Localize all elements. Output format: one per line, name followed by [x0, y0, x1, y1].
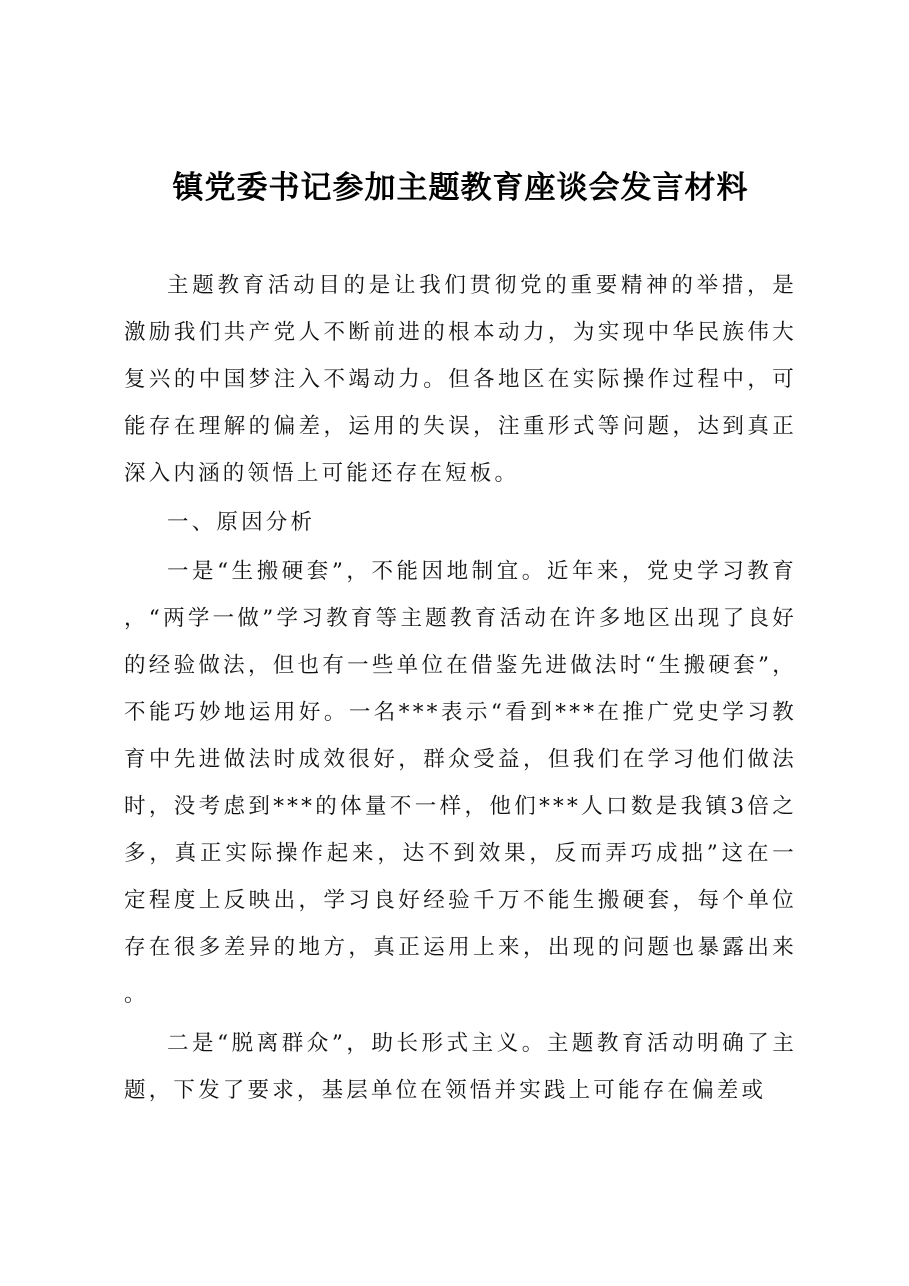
- document-body: [124, 262, 797, 1114]
- paragraph-intro: 主题教育活动目的是让我们贯彻党的重要精神的举措，是激励我们共产党人不断前进的根本动力，为实现中华民族伟大复兴的中国梦注入不竭动力。但各地区在实际操作过程中，可能存在理解的偏差，运用的失误，注重形式等问题，达到真正深入内涵的领悟上可能还存在短板。: [124, 273, 797, 486]
- section-heading-cause-analysis: 一、原因分析: [167, 510, 316, 535]
- document-title: 镇党委书记参加主题教育座谈会发言材料: [172, 170, 749, 206]
- paragraph-point-two: 二是“脱离群众”，助长形式主义。主题教育活动明确了主题，下发了要求，基层单位在领悟并实践上可能存在偏差或: [124, 1031, 797, 1103]
- paragraph-point-one: 一是“生搬硬套”，不能因地制宜。近年来，党史学习教育，“两学一做”学习教育等主题教育活动在许多地区出现了良好的经验做法，但也有一些单位在借鉴先进做法时“生搬硬套”，不能巧妙地运用好。一名***表示“看到***在推广党史学习教育中先进做法时成效很好，群众受益，但我们在学习他们做法时，没考虑到***的体量不一样，他们***人口数是我镇3倍之多，真正实际操作起来，达不到效果，反而弄巧成拙”这在一定程度上反映出，学习良好经验千万不能生搬硬套，每个单位存在很多差异的地方，真正运用上来，出现的问题也暴露出来。: [124, 559, 797, 1007]
